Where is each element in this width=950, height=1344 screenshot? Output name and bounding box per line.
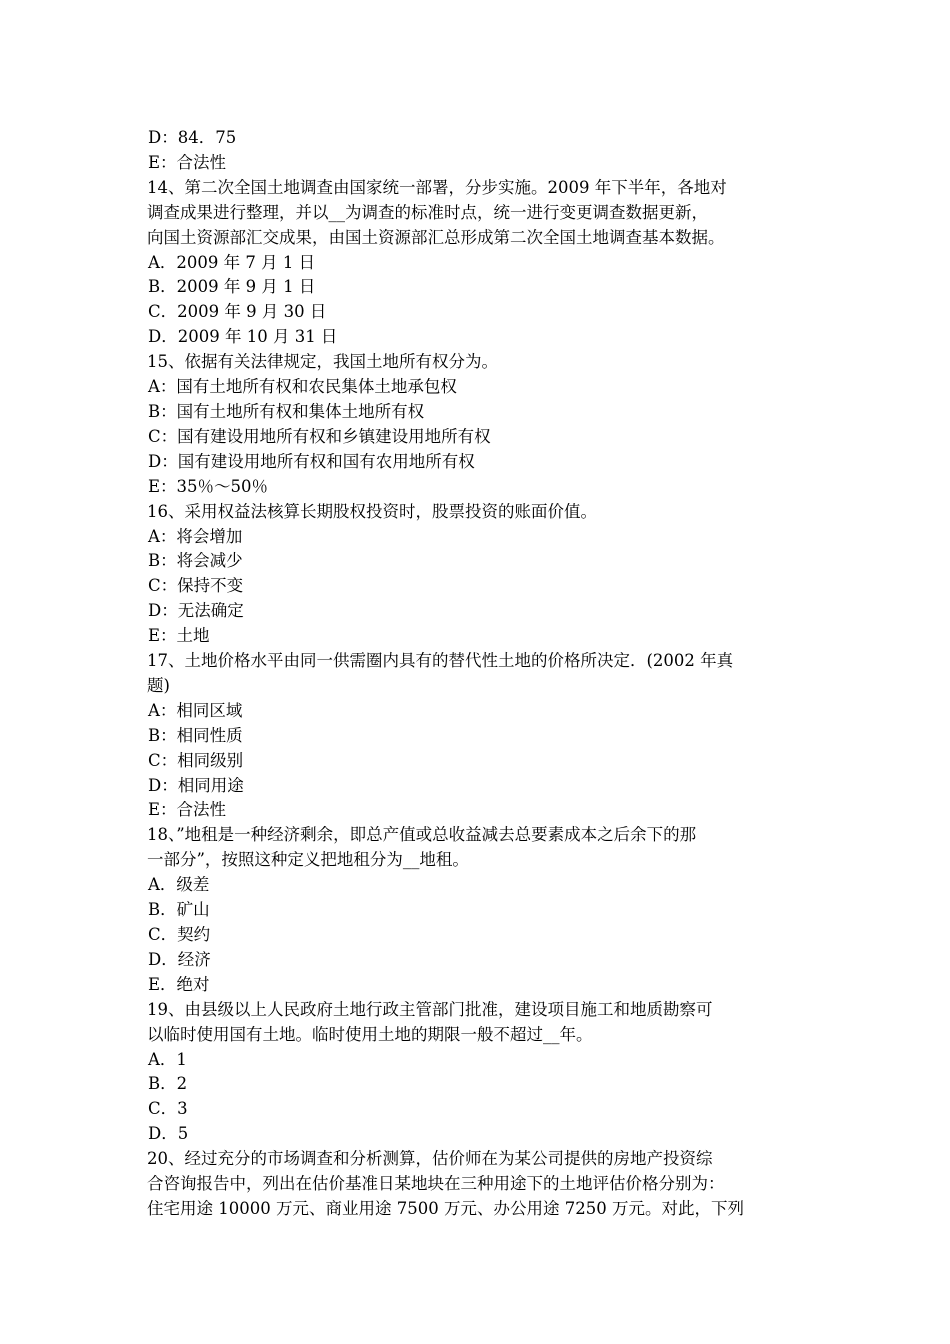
question-18-line-1: 18、”地租是一种经济剩余，即总产值或总收益减去总要素成本之后余下的那 <box>147 825 697 845</box>
q16-option-d: D：无法确定 <box>148 601 244 621</box>
question-20-line-2: 合咨询报告中，列出在估价基准日某地块在三种用途下的土地评估价格分别为： <box>147 1174 725 1194</box>
q18-option-a: A．级差 <box>148 875 210 895</box>
q15-option-c: C：国有建设用地所有权和乡镇建设用地所有权 <box>148 426 491 446</box>
q19-option-b: B．2 <box>148 1074 188 1094</box>
q17-option-a: A：相同区域 <box>148 700 243 720</box>
q15-option-b: B：国有土地所有权和集体土地所有权 <box>148 401 425 421</box>
document-body <box>147 126 807 1222</box>
q14-option-a: A．2009 年 7 月 1 日 <box>148 252 316 272</box>
q16-option-b: B：将会减少 <box>148 551 243 571</box>
q17-option-d: D：相同用途 <box>148 775 244 795</box>
question-20-line-3: 住宅用途 10000 万元、商业用途 7500 万元、办公用途 7250 万元。对此，下列 <box>147 1198 744 1218</box>
q14-option-b: B．2009 年 9 月 1 日 <box>148 277 316 297</box>
question-16: 16、采用权益法核算长期股权投资时，股票投资的账面价值。 <box>147 501 597 521</box>
option-e: E：合法性 <box>148 152 227 172</box>
q16-option-a: A：将会增加 <box>148 526 243 546</box>
q15-option-e: E：35％～50％ <box>148 476 269 496</box>
question-14-line-3: 向国土资源部汇交成果，由国土资源部汇总形成第二次全国土地调查基本数据。 <box>147 227 725 247</box>
q19-option-d: D．5 <box>148 1124 189 1144</box>
q17-option-c: C：相同级别 <box>148 750 244 770</box>
question-17-line-2: 题) <box>147 675 170 695</box>
q18-option-b: B．矿山 <box>148 900 210 920</box>
question-19-line-1: 19、由县级以上人民政府土地行政主管部门批准，建设项目施工和地质勘察可 <box>147 999 713 1019</box>
question-18-line-2: 一部分”，按照这种定义把地租分为__地租。 <box>147 850 469 870</box>
q18-option-e: E．绝对 <box>148 974 210 994</box>
question-17-line-1: 17、土地价格水平由同一供需圈内具有的替代性土地的价格所决定．(2002 年真 <box>147 651 734 671</box>
question-14-line-1: 14、第二次全国土地调查由国家统一部署，分步实施。2009 年下半年，各地对 <box>147 177 727 197</box>
q17-option-b: B：相同性质 <box>148 725 243 745</box>
q14-option-c: C．2009 年 9 月 30 日 <box>148 302 327 322</box>
q18-option-c: C．契约 <box>148 925 211 944</box>
q17-option-e: E：合法性 <box>148 800 227 820</box>
question-19-line-2: 以临时使用国有土地。临时使用土地的期限一般不超过__年。 <box>147 1024 593 1044</box>
question-20-line-1: 20、经过充分的市场调查和分析测算，估价师在为某公司提供的房地产投资综 <box>147 1149 713 1169</box>
q15-option-d: D：国有建设用地所有权和国有农用地所有权 <box>148 451 475 471</box>
q19-option-c: C．3 <box>148 1099 188 1119</box>
q14-option-d: D．2009 年 10 月 31 日 <box>148 327 338 347</box>
question-15: 15、依据有关法律规定，我国土地所有权分为。 <box>147 352 498 372</box>
q19-option-a: A．1 <box>148 1049 187 1069</box>
q18-option-d: D．经济 <box>148 949 211 969</box>
q15-option-a: A：国有土地所有权和农民集体土地承包权 <box>148 377 457 397</box>
q16-option-c: C：保持不变 <box>148 576 244 596</box>
question-14-line-2: 调查成果进行整理，并以__为调查的标准时点，统一进行变更调查数据更新， <box>147 202 708 222</box>
q16-option-e: E：土地 <box>148 626 210 646</box>
option-d: D：84．75 <box>148 128 237 147</box>
